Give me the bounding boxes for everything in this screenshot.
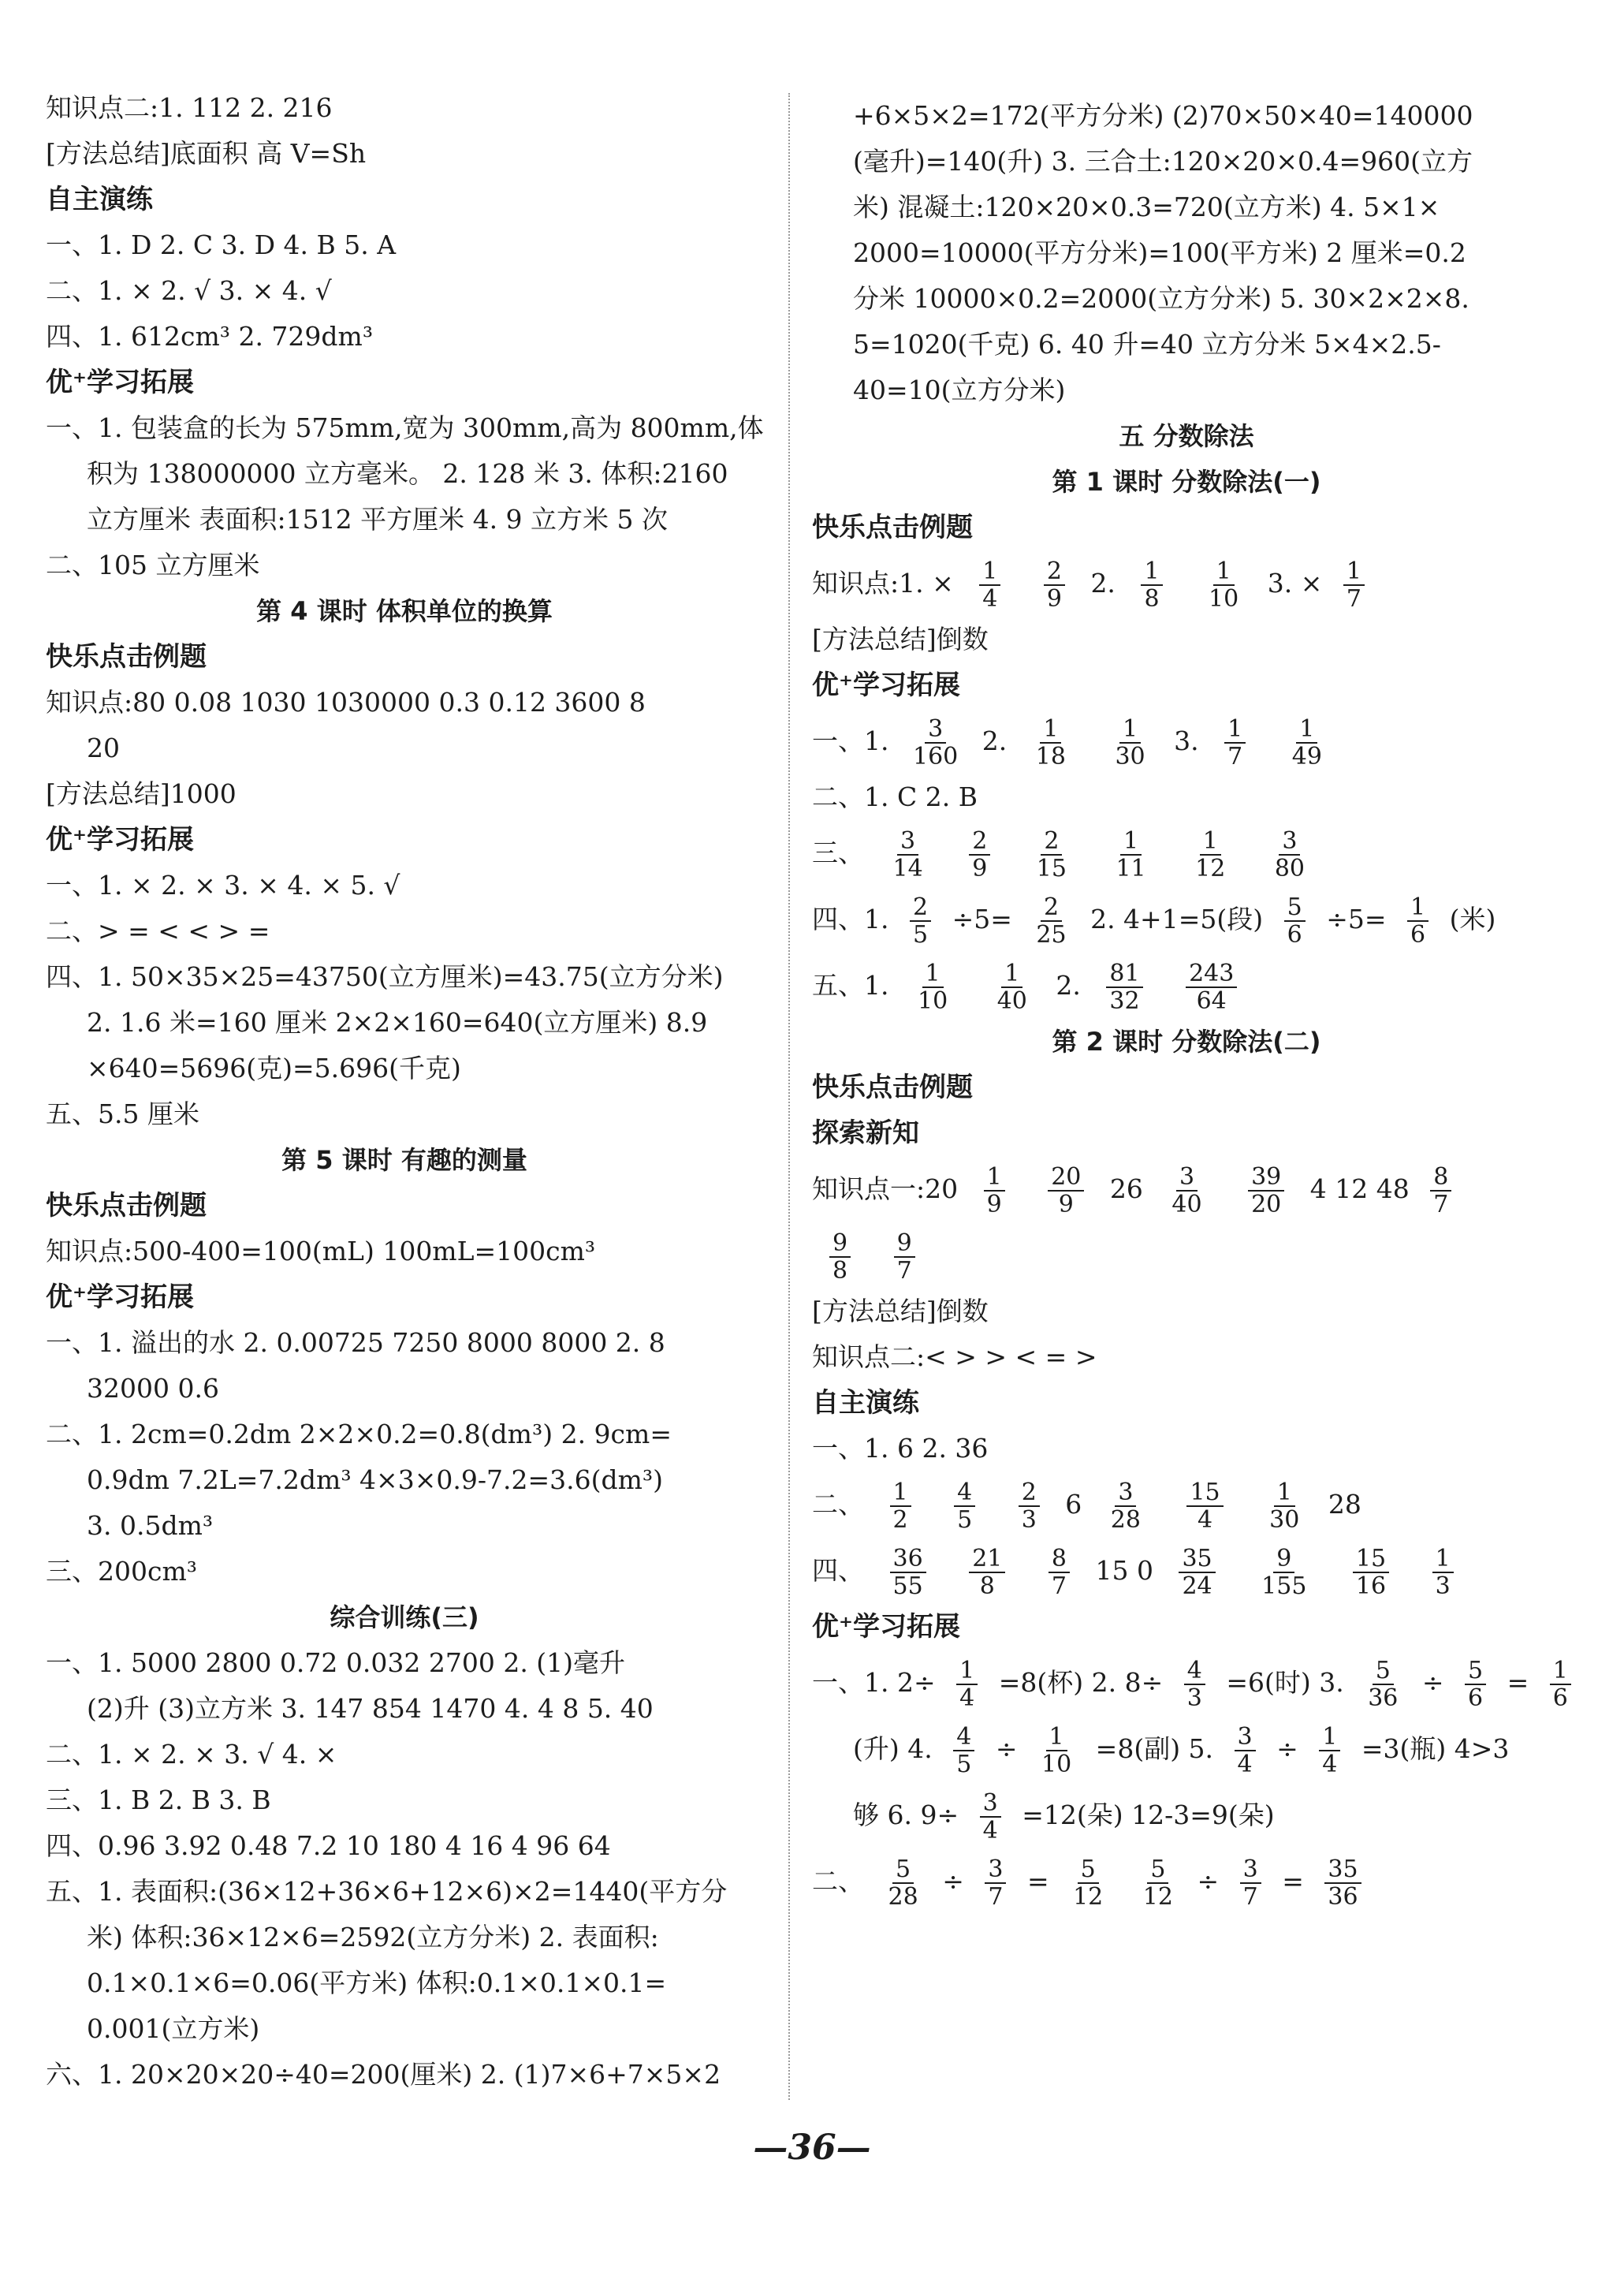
answer-line: 20 bbox=[87, 733, 120, 763]
fraction: $\frac{3}{7}$ bbox=[1240, 1856, 1261, 1910]
answer-text: ÷ bbox=[995, 1733, 1018, 1764]
fraction: $\frac{15}{4}$ bbox=[1186, 1479, 1223, 1533]
fraction: $\frac{5}{12}$ bbox=[1073, 1855, 1104, 1911]
answer-text: 五、1. bbox=[812, 970, 889, 1001]
answer-text: 三、 bbox=[812, 837, 864, 868]
fraction: $\frac{4}{5}$ bbox=[954, 1479, 975, 1533]
answer-line: ×640=5696(克)=5.696(千克) bbox=[87, 1053, 461, 1083]
fraction: $\frac{81}{32}$ bbox=[1106, 960, 1142, 1014]
answer-line: +6×5×2=172(平方分米) (2)70×50×40=140000 bbox=[853, 100, 1473, 131]
answer-text: (升) 4. bbox=[853, 1733, 933, 1764]
fraction: $\frac{1}{40}$ bbox=[996, 960, 1027, 1015]
answer-line: 40=10(立方分米) bbox=[853, 375, 1066, 405]
answer-text: 够 6. 9÷ bbox=[853, 1800, 959, 1830]
fraction: $\frac{1}{6}$ bbox=[1407, 894, 1428, 948]
fraction: $\frac{1}{4}$ bbox=[979, 558, 1000, 612]
answer-line: 32000 0.6 bbox=[87, 1373, 219, 1404]
answer-line bbox=[812, 708, 1561, 774]
fraction: $\frac{1}{8}$ bbox=[1141, 558, 1162, 612]
column-divider bbox=[788, 93, 790, 2100]
answer-line bbox=[812, 1471, 1561, 1538]
method-summary: [方法总结]倒数 bbox=[812, 1296, 989, 1326]
answer-text: 2. bbox=[1090, 568, 1116, 599]
section-heading: 优⁺学习拓展 bbox=[46, 367, 194, 398]
answer-line bbox=[812, 1222, 1561, 1289]
answer-line: 5=1020(千克) 6. 40 升=40 立方分米 5×4×2.5- bbox=[853, 329, 1441, 360]
answer-line: 2000=10000(平方分米)=100(平方米) 2 厘米=0.2 bbox=[853, 237, 1466, 268]
lesson-title: 综合训练(三) bbox=[330, 1602, 479, 1632]
fraction: $\frac{1}{2}$ bbox=[890, 1479, 911, 1533]
answer-line: 二、1. 2cm=0.2dm 2×2×0.2=0.8(dm³) 2. 9cm= bbox=[46, 1419, 672, 1449]
fraction: $\frac{5}{6}$ bbox=[1284, 894, 1306, 948]
answer-text: 15 0 bbox=[1095, 1555, 1153, 1586]
fraction: $\frac{5}{28}$ bbox=[888, 1855, 918, 1911]
section-heading: 优⁺学习拓展 bbox=[46, 824, 194, 856]
answer-line bbox=[812, 953, 1561, 1019]
answer-text: 二、 bbox=[812, 1489, 864, 1520]
fraction: $\frac{5}{12}$ bbox=[1142, 1855, 1173, 1911]
answer-text: =8(杯) 2. 8÷ bbox=[998, 1667, 1164, 1698]
answer-text: 2. 4+1=5(段) bbox=[1090, 904, 1264, 934]
section-heading: 优⁺学习拓展 bbox=[812, 1611, 960, 1643]
lesson-title: 第 4 课时 体积单位的换算 bbox=[256, 596, 553, 626]
answer-text: 一、1. 2÷ bbox=[812, 1667, 936, 1698]
section-heading: 优⁺学习拓展 bbox=[46, 1281, 194, 1313]
fraction: $\frac{1}{30}$ bbox=[1269, 1479, 1300, 1534]
fraction: $\frac{1}{11}$ bbox=[1116, 827, 1146, 882]
answer-text: =3(瓶) 4>3 bbox=[1361, 1733, 1510, 1764]
fraction: $\frac{20}{9}$ bbox=[1048, 1164, 1084, 1218]
answer-text: ÷5= bbox=[1326, 904, 1387, 934]
fraction: $\frac{4}{5}$ bbox=[953, 1724, 974, 1777]
answer-text: ÷ bbox=[1421, 1667, 1444, 1698]
right-top-lines bbox=[812, 93, 1561, 550]
section-heading: 自主演练 bbox=[46, 184, 153, 215]
answer-line bbox=[812, 1156, 1561, 1222]
answer-line: 一、1. 6 2. 36 bbox=[812, 1433, 989, 1464]
answer-line: 一、1. × 2. × 3. × 4. × 5. √ bbox=[46, 870, 400, 901]
answer-line: 五、1. 表面积:(36×12+36×6+12×6)×2=1440(平方分 bbox=[46, 1876, 728, 1907]
section-heading: 自主演练 bbox=[812, 1387, 919, 1419]
answer-line bbox=[812, 886, 1561, 953]
answer-line: 二、1. × 2. √ 3. × 4. √ bbox=[46, 275, 332, 306]
fraction: $\frac{36}{55}$ bbox=[890, 1546, 926, 1599]
fraction: $\frac{1}{7}$ bbox=[1343, 558, 1365, 612]
fraction: $\frac{35}{36}$ bbox=[1324, 1856, 1361, 1910]
section-heading: 快乐点击例题 bbox=[812, 1072, 973, 1103]
fraction: $\frac{3}{160}$ bbox=[913, 715, 959, 770]
fraction: $\frac{3}{4}$ bbox=[980, 1790, 1001, 1844]
answer-text: = bbox=[1507, 1667, 1529, 1698]
answer-line: 3. 0.5dm³ bbox=[87, 1510, 214, 1541]
answer-line: 五、5.5 厘米 bbox=[46, 1098, 199, 1129]
answer-line: 一、1. D 2. C 3. D 4. B 5. A bbox=[46, 229, 397, 260]
right-column bbox=[812, 93, 1568, 1915]
answer-text: 知识点:1. × bbox=[812, 568, 954, 599]
fraction: $\frac{3}{28}$ bbox=[1110, 1479, 1141, 1534]
fraction: $\frac{2}{9}$ bbox=[1044, 558, 1065, 612]
answer-line bbox=[812, 1782, 1561, 1848]
answer-line: 立方厘米 表面积:1512 平方厘米 4. 9 立方米 5 次 bbox=[87, 504, 669, 535]
answer-text: 一、1. bbox=[812, 725, 889, 756]
fraction: $\frac{1}{6}$ bbox=[1550, 1658, 1571, 1711]
answer-line: 米) 体积:36×12×6=2592(立方分米) 2. 表面积: bbox=[87, 1922, 659, 1952]
answer-line bbox=[812, 820, 1561, 886]
answer-line: 0.001(立方米) bbox=[87, 2013, 260, 2044]
page-number: —36— bbox=[753, 2128, 871, 2168]
answer-line: 六、1. 20×20×20÷40=200(厘米) 2. (1)7×6+7×5×2 bbox=[46, 2059, 721, 2090]
fraction: $\frac{1}{3}$ bbox=[1432, 1546, 1454, 1599]
fraction: $\frac{3}{14}$ bbox=[892, 827, 923, 882]
answer-line: 知识点二:1. 112 2. 216 bbox=[46, 92, 333, 123]
fraction: $\frac{1}{7}$ bbox=[1224, 716, 1246, 770]
answer-line bbox=[812, 1650, 1568, 1716]
fraction: $\frac{1}{12}$ bbox=[1195, 827, 1226, 882]
section-heading: 快乐点击例题 bbox=[46, 1190, 207, 1221]
fraction: $\frac{8}{7}$ bbox=[1049, 1546, 1070, 1599]
lesson-title: 五 分数除法 bbox=[1119, 421, 1254, 451]
answer-text: 3. bbox=[1174, 725, 1199, 756]
fraction: $\frac{243}{64}$ bbox=[1186, 960, 1237, 1014]
fraction: $\frac{2}{9}$ bbox=[969, 828, 990, 882]
answer-line: 二、1. × 2. × 3. √ 4. × bbox=[46, 1739, 337, 1770]
fraction: $\frac{1}{10}$ bbox=[918, 960, 948, 1015]
answer-line: 积为 138000000 立方毫米。 2. 128 米 3. 体积:2160 bbox=[87, 458, 728, 489]
answer-text: 四、 bbox=[812, 1555, 864, 1586]
fraction: $\frac{21}{8}$ bbox=[969, 1546, 1005, 1599]
fraction: $\frac{5}{6}$ bbox=[1465, 1658, 1486, 1711]
answer-text: 3. × bbox=[1267, 568, 1323, 599]
fraction: $\frac{3}{7}$ bbox=[985, 1856, 1006, 1910]
answer-text: 四、1. bbox=[812, 904, 889, 934]
fraction: $\frac{3}{4}$ bbox=[1235, 1724, 1256, 1777]
answer-text: ÷ bbox=[942, 1866, 964, 1897]
answer-text: 知识点一:20 bbox=[812, 1173, 959, 1204]
fraction: $\frac{1}{10}$ bbox=[1041, 1723, 1072, 1778]
fraction: $\frac{1}{49}$ bbox=[1291, 715, 1322, 770]
fraction: $\frac{9}{155}$ bbox=[1261, 1545, 1307, 1600]
answer-text: ÷ bbox=[1197, 1866, 1220, 1897]
answer-line: 四、1. 50×35×25=43750(立方厘米)=43.75(立方分米) bbox=[46, 961, 724, 992]
answer-line bbox=[812, 1716, 1561, 1782]
fraction: $\frac{3}{80}$ bbox=[1274, 827, 1306, 882]
answer-line: 四、1. 612cm³ 2. 729dm³ bbox=[46, 321, 374, 352]
answer-line: 一、1. 5000 2800 0.72 0.032 2700 2. (1)毫升 bbox=[46, 1647, 626, 1678]
answer-text: = bbox=[1282, 1866, 1304, 1897]
answer-line: 分米 10000×0.2=2000(立方分米) 5. 30×2×2×8. bbox=[853, 283, 1469, 314]
fraction: $\frac{1}{4}$ bbox=[956, 1658, 978, 1711]
answer-line: 2. 1.6 米=160 厘米 2×2×160=640(立方厘米) 8.9 bbox=[87, 1007, 708, 1038]
lesson-title: 第 5 课时 有趣的测量 bbox=[281, 1145, 527, 1175]
fraction: $\frac{3}{40}$ bbox=[1171, 1163, 1202, 1218]
answer-line: [方法总结]底面积 高 V=Sh bbox=[46, 138, 367, 169]
method-summary: [方法总结]倒数 bbox=[812, 624, 989, 655]
answer-line: 0.9dm 7.2L=7.2dm³ 4×3×0.9-7.2=3.6(dm³) bbox=[87, 1464, 663, 1495]
fraction: $\frac{39}{20}$ bbox=[1248, 1164, 1284, 1218]
fraction: $\frac{2}{3}$ bbox=[1019, 1479, 1040, 1533]
answer-text: =6(时) 3. bbox=[1226, 1667, 1344, 1698]
answer-text: 二、 bbox=[812, 1866, 864, 1897]
fraction: $\frac{8}{7}$ bbox=[1430, 1164, 1451, 1218]
answer-line: 四、0.96 3.92 0.48 7.2 10 180 4 16 4 96 64 bbox=[46, 1830, 611, 1861]
answer-line: 米) 混凝土:120×20×0.3=720(立方米) 4. 5×1× bbox=[853, 192, 1440, 222]
answer-line: (2)升 (3)立方米 3. 147 854 1470 4. 4 8 5. 40 bbox=[87, 1693, 654, 1724]
fraction: $\frac{1}{18}$ bbox=[1035, 715, 1066, 770]
fraction: $\frac{1}{10}$ bbox=[1209, 558, 1239, 613]
fraction: $\frac{2}{25}$ bbox=[1036, 893, 1067, 949]
answer-line: 二、> = < < > = bbox=[46, 916, 270, 946]
answer-line: 知识点二:< > > < = > bbox=[812, 1341, 1097, 1372]
answer-line: 二、105 立方厘米 bbox=[46, 550, 260, 580]
answer-text: 28 bbox=[1328, 1489, 1361, 1520]
answer-text: 26 bbox=[1109, 1173, 1143, 1204]
answer-line: [方法总结]1000 bbox=[46, 778, 237, 809]
answer-line: 三、200cm³ bbox=[46, 1556, 197, 1587]
fraction: $\frac{9}{8}$ bbox=[829, 1230, 851, 1284]
fraction: $\frac{9}{7}$ bbox=[894, 1230, 915, 1284]
answer-text: 6 bbox=[1065, 1489, 1082, 1520]
fraction: $\frac{4}{3}$ bbox=[1184, 1658, 1205, 1711]
answer-line: 一、1. 溢出的水 2. 0.00725 7250 8000 8000 2. 8 bbox=[46, 1327, 665, 1358]
answer-line: 知识点:500-400=100(mL) 100mL=100cm³ bbox=[46, 1236, 596, 1266]
left-column bbox=[46, 85, 763, 2098]
answer-line: 0.1×0.1×6=0.06(平方米) 体积:0.1×0.1×0.1= bbox=[87, 1967, 667, 1998]
answer-text: =8(副) 5. bbox=[1095, 1733, 1214, 1764]
answer-text: 2. bbox=[981, 725, 1008, 756]
answer-text: =12(朵) 12-3=9(朵) bbox=[1022, 1800, 1275, 1830]
answer-line: 知识点:80 0.08 1030 1030000 0.3 0.12 3600 8 bbox=[46, 687, 646, 718]
answer-line bbox=[812, 550, 1561, 617]
section-heading: 优⁺学习拓展 bbox=[812, 669, 960, 701]
section-heading: 快乐点击例题 bbox=[812, 512, 973, 543]
answer-text: 2. bbox=[1056, 970, 1081, 1001]
answer-text: 4 12 48 bbox=[1309, 1173, 1410, 1204]
answer-text: ÷5= bbox=[952, 904, 1012, 934]
fraction: $\frac{1}{30}$ bbox=[1115, 715, 1145, 770]
lesson-title: 第 2 课时 分数除法(二) bbox=[1052, 1027, 1321, 1057]
section-heading: 快乐点击例题 bbox=[46, 641, 207, 673]
answer-line: 二、1. C 2. B bbox=[812, 781, 978, 812]
answer-text: ÷ bbox=[1276, 1733, 1298, 1764]
fraction: $\frac{5}{36}$ bbox=[1368, 1657, 1399, 1712]
answer-line bbox=[812, 1538, 1561, 1604]
answer-line: (毫升)=140(升) 3. 三合土:120×20×0.4=960(立方 bbox=[853, 146, 1473, 177]
section-heading: 探索新知 bbox=[812, 1117, 919, 1149]
answer-text: (米) bbox=[1449, 904, 1496, 934]
answer-line bbox=[812, 1848, 1561, 1915]
fraction: $\frac{2}{15}$ bbox=[1036, 827, 1067, 882]
fraction: $\frac{2}{5}$ bbox=[910, 894, 931, 948]
fraction: $\frac{15}{16}$ bbox=[1353, 1546, 1389, 1599]
fraction: $\frac{1}{4}$ bbox=[1319, 1724, 1340, 1777]
answer-text: = bbox=[1026, 1866, 1049, 1897]
lesson-title: 第 1 课时 分数除法(一) bbox=[1052, 467, 1321, 497]
fraction: $\frac{35}{24}$ bbox=[1179, 1546, 1215, 1599]
fraction: $\frac{1}{9}$ bbox=[984, 1164, 1005, 1218]
answer-line: 一、1. 包装盒的长为 575mm,宽为 300mm,高为 800mm,体 bbox=[46, 412, 764, 443]
answer-line: 三、1. B 2. B 3. B bbox=[46, 1785, 271, 1815]
